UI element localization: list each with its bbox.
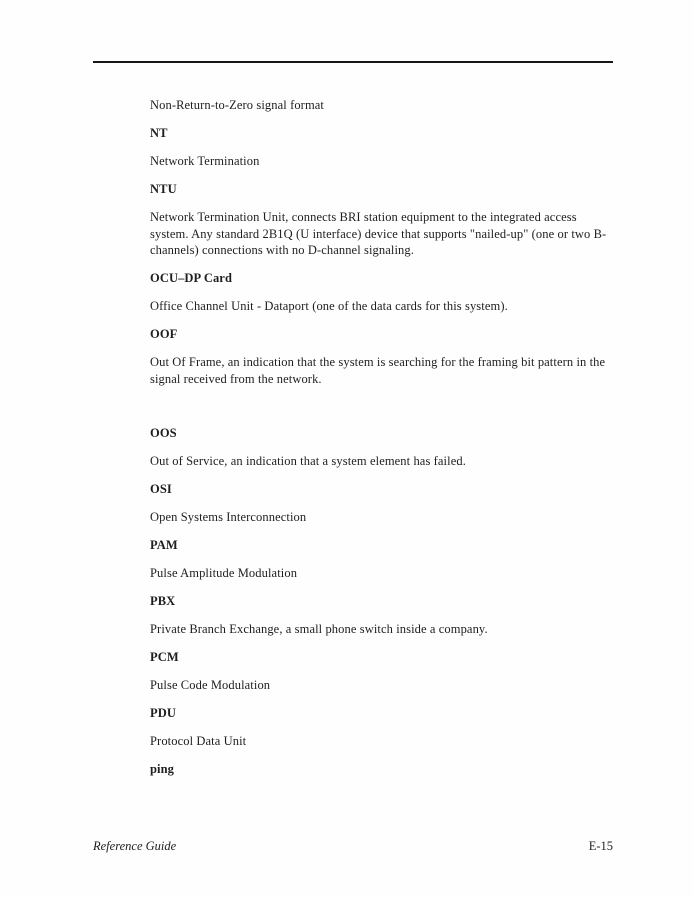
glossary-definition-osi: Open Systems Interconnection [150,510,307,524]
footer-doc-title: Reference Guide [93,839,177,853]
glossary-term-ocu-dp-card: OCU–DP Card [150,271,233,285]
glossary-definition-pbx: Private Branch Exchange, a small phone switch inside a company. [150,622,488,636]
glossary-term-oof: OOF [150,327,178,341]
glossary-definition-ntu: Network Termination Unit, connects BRI station equipment to the integrated access system. Any standard 2B1Q (U interface) device that supports "nailed-up" (one or two B-channels) connections with no D-channel signaling. [150,210,607,257]
glossary-term-osi: OSI [150,482,172,496]
footer-page-number: E-15 [588,839,613,853]
glossary-term-nt: NT [150,126,168,140]
glossary-term-oos: OOS [150,426,177,440]
glossary-term-pdu: PDU [150,706,176,720]
glossary-term-ping: ping [150,762,175,776]
glossary-definition-nrz: Non-Return-to-Zero signal format [150,98,324,112]
glossary-term-pcm: PCM [150,650,179,664]
glossary-definition-oof: Out Of Frame, an indication that the system is searching for the framing bit pattern in the signal received from the network. [150,355,606,386]
glossary-definition-pam: Pulse Amplitude Modulation [150,566,298,580]
glossary-definition-pdu: Protocol Data Unit [150,734,247,748]
glossary-definition-pcm: Pulse Code Modulation [150,678,271,692]
glossary-term-pam: PAM [150,538,178,552]
glossary-definition-ocu-dp: Office Channel Unit - Dataport (one of the data cards for this system). [150,299,508,313]
glossary-list [150,97,616,789]
glossary-term-ntu: NTU [150,182,177,196]
glossary-definition-oos: Out of Service, an indication that a system element has failed. [150,454,466,468]
glossary-definition-nt: Network Termination [150,154,260,168]
header-rule [93,61,613,63]
glossary-term-pbx: PBX [150,594,176,608]
page-footer [93,839,613,854]
